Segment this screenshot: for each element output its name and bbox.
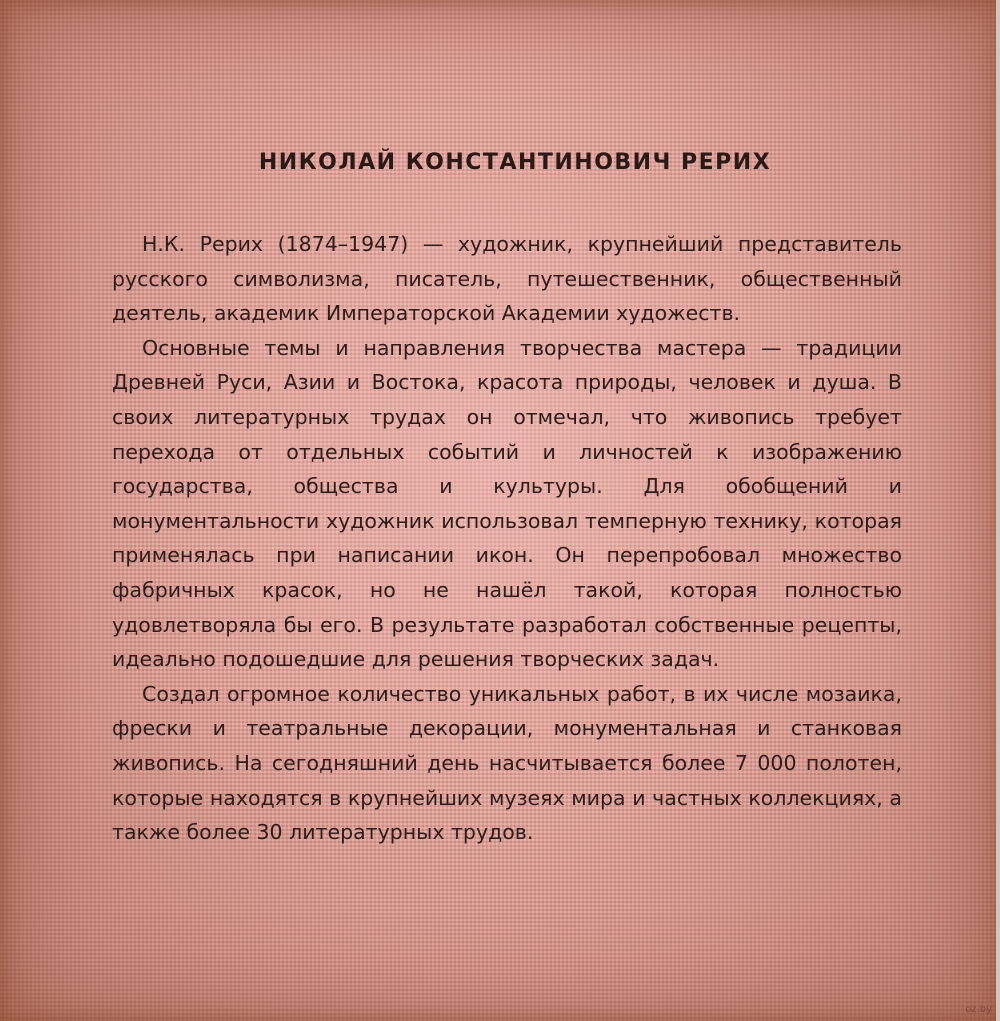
watermark: oz.by [965,1004,992,1015]
paragraph-themes: Основные темы и направления творчества мастера — традиции Древней Руси, Азии и Востока, красота природы, человек и душа. В своих литературных трудах он отмечал, что живопись требует перехода от отдельных событий и личностей к изображению государства, общества и культуры. Для обобщений и монументальности художник использовал темперную технику, которая применялась при написании икон. Он перепробовал множество фабричных красок, но не нашёл такой, которая полностью удовлетворяла бы его. В результате разработал собственные рецепты, идеально подошедшие для решения творческих задач. [112,335,902,672]
paragraph-biography: Н.К. Рерих (1874–1947) — художник, крупнейший представитель русского символизма, писатель, путешественник, общественный деятель, академик Императорской Академии художеств. [112,232,902,326]
page-title: НИКОЛАЙ КОНСТАНТИНОВИЧ РЕРИХ [258,150,772,175]
document-page [112,150,902,850]
paragraph-works: Создал огромное количество уникальных работ, в их числе мозаика, фрески и театральные декорации, монументальная и станковая живопись. На сегодняшний день насчитывается более 7 000 полотен, которые находятся в крупнейших музеях мира и частных коллекциях, а также более 30 литературных трудов. [112,681,902,845]
page-edge [996,0,1000,1021]
